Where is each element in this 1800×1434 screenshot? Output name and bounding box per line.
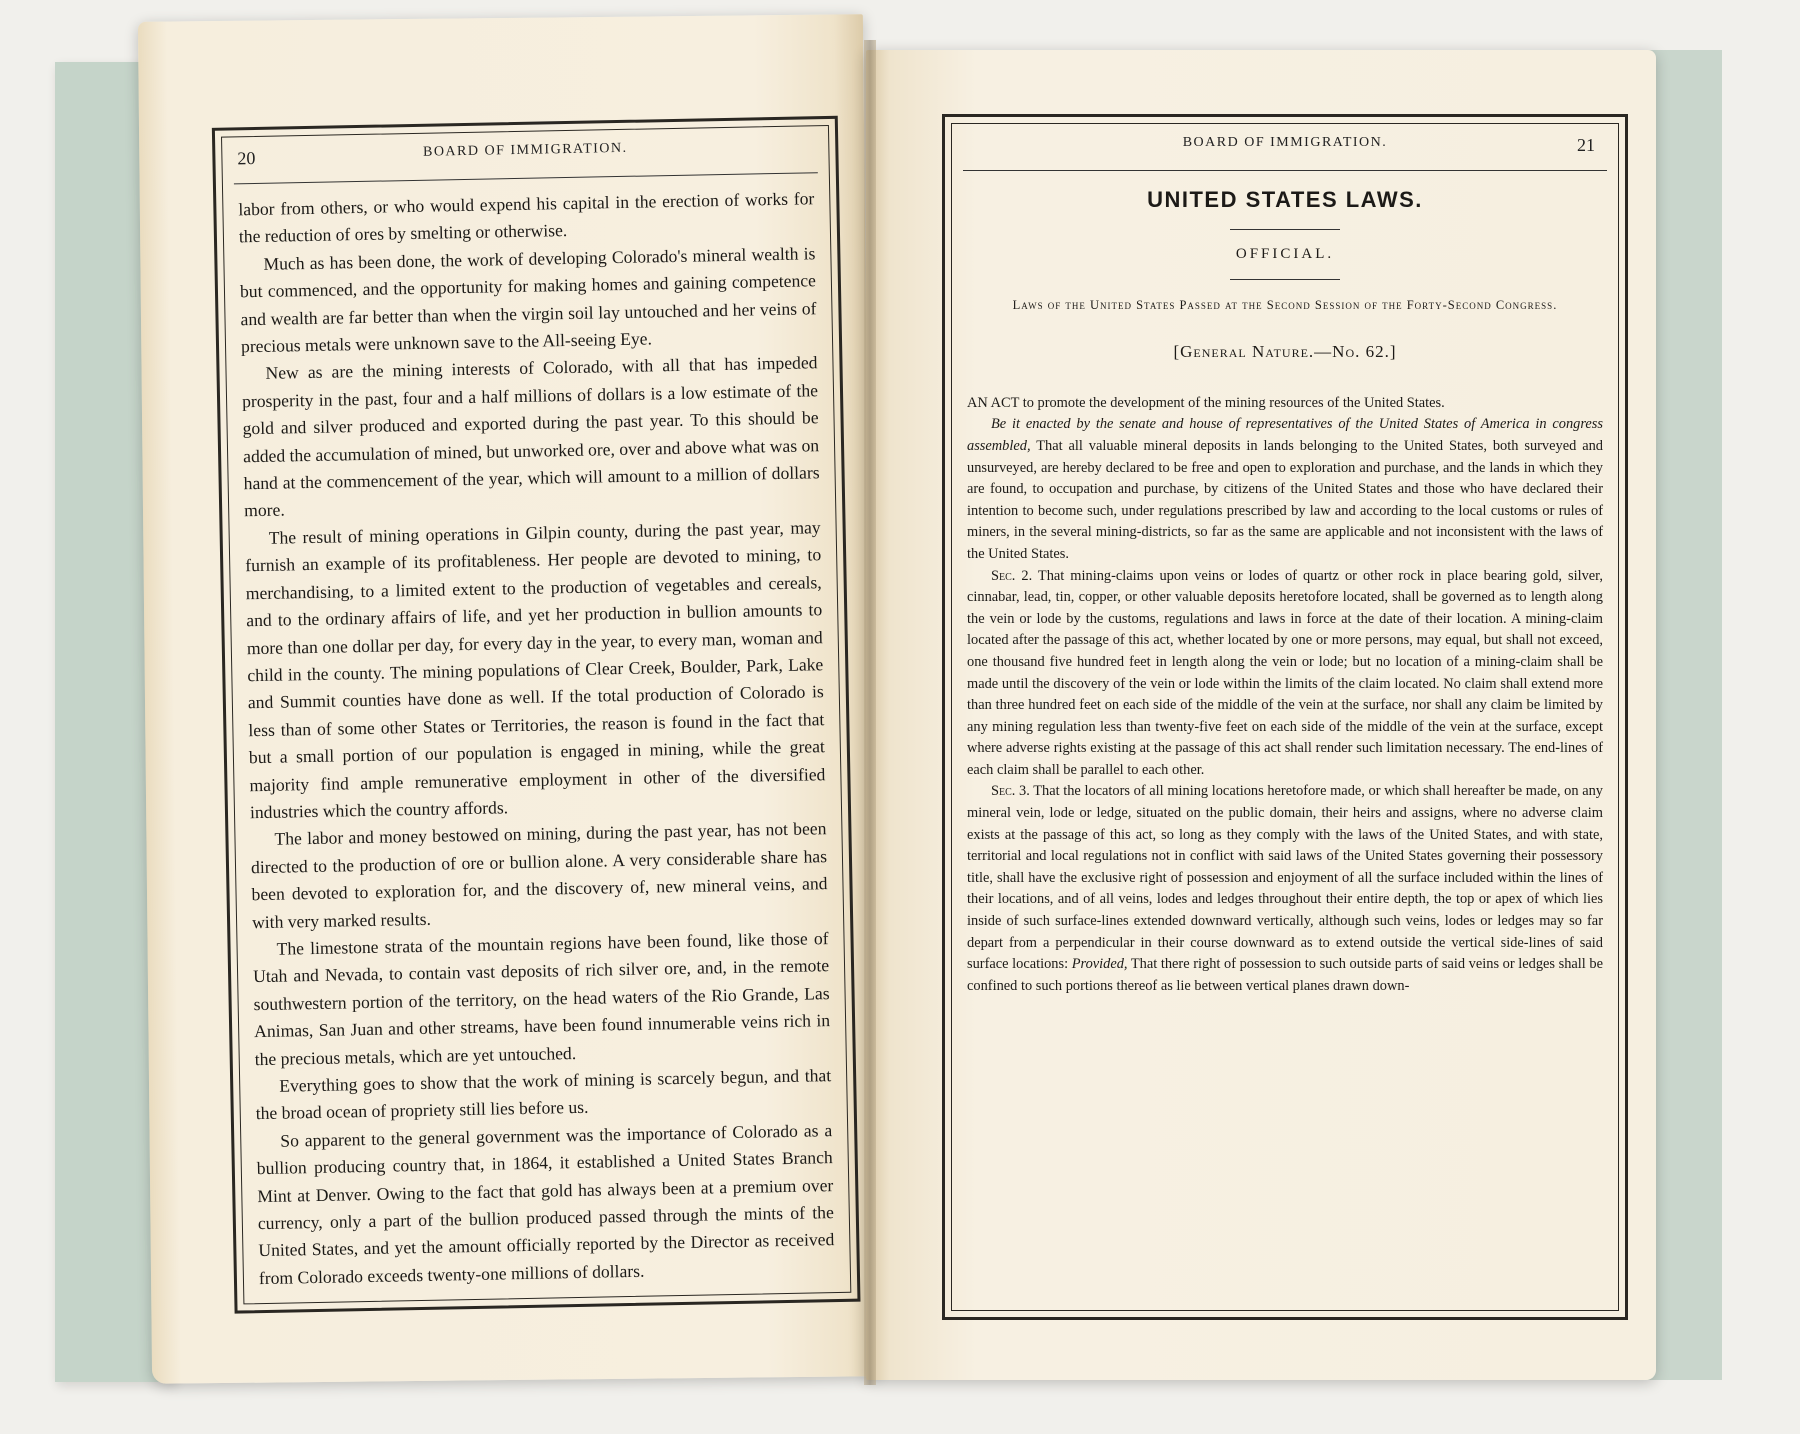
laws-heading: Laws of the United States Passed at the Second Session of the Forty-Second Congress. — [1012, 298, 1558, 313]
left-running-head: BOARD OF IMMIGRATION. — [422, 140, 628, 160]
paragraph: Everything goes to show that the work of mining is scarcely begun, and that the broad ocean of propriety still lies before us. — [255, 1065, 832, 1124]
right-page-border — [942, 114, 1628, 1320]
section-2 — [967, 566, 1603, 782]
divider — [1230, 229, 1340, 230]
paragraph: The result of mining operations in Gilpin county, during the past year, may furnish an example of its profitableness. Her people are devoted to mining, to merchandising, to a limited extent to the production of vegetables and cereals, and to the ordinary affairs of life, and yet her production in bullion amounts to more than one dollar per day, for every day in the year, to every man, woman and child in the county. The mining populations of Clear Creek, Boulder, Park, Lake and Summit counties have done as well. If the total production of Colorado is less than of some other States or Territories, the reason is found in the fact that but a small portion of our population is engaged in mining, while the great majority find ample remunerative employment in other of the diversified industries which the country affords. — [245, 517, 826, 823]
section-3 — [967, 781, 1603, 997]
book-gutter — [864, 40, 876, 1385]
section-text: That mining-claims upon veins or lodes of quartz or other rock in place bearing gold, silver, cinnabar, lead, tin, copper, or other valuable deposits heretofore located, shall be governed as to length along the vein or lode by the customs, regulations and laws in force at the date of their location. A mining-claim located after the passage of this act, whether located by one or more persons, may equal, but shall not exceed, one thousand five hundred feet in length along the vein or lode; but no location of a mining-claim shall be made until the discovery of the vein or lode within the limits of the claim located. No claim shall extend more than three hundred feet on each side of the middle of the vein at the surface, nor shall any claim be limited by any mining regulation less than twenty-five feet on each side of the middle of the vein at the surface, except where adverse rights existing at the passage of this act shall render such limitation necessary. The end-lines of each claim shall be parallel to each other. — [967, 567, 1603, 778]
right-page-number: 21 — [1577, 135, 1595, 155]
left-page-body — [238, 185, 835, 1292]
left-page — [138, 14, 877, 1384]
paragraph: labor from others, or who would expend his capital in the erection of works for the reduction of ores by smelting or otherwise. — [238, 188, 815, 247]
right-running-head: BOARD OF IMMIGRATION. — [1182, 135, 1388, 150]
enacting-clause — [967, 414, 1603, 565]
enacting-clause-italic: Be it enacted by the senate and house of representatives of the United States of America in congress assembled, — [967, 416, 1603, 454]
right-page-header — [945, 117, 1625, 171]
paragraph: The limestone strata of the mountain regions have been found, like those of Utah and Nevada, to contain vast deposits of rich silver ore, and, in the remote southwestern portion of the territory, on the head waters of the Rio Grande, Las Animas, San Juan and other streams, have been found innumerable veins rich in the precious metals, which are yet untouched. — [252, 928, 831, 1069]
section-subtitle: OFFICIAL. — [1235, 245, 1335, 262]
paragraph: So apparent to the general government was the importance of Colorado as a bullion producing country that, in 1864, it established a United States Branch Mint at Denver. Owing to the fact that gold has always been at a premium over currency, only a part of the bullion produced passed through the mints of the United States, and yet the amount officially reported by the Director as received from Colorado exceeds twenty-one millions of dollars. — [256, 1119, 835, 1288]
general-nature-heading: [General Nature.—No. 62.] — [1173, 342, 1397, 362]
divider — [1230, 279, 1340, 280]
enacting-clause-text: That all valuable mineral deposits in lands belonging to the United States, both surveyed and unsurveyed, are hereby declared to be free and open to exploration and purchase, and the lands in which they are found, to occupation and purchase, by citizens of the United States and those who have declared their intention to become such, under regulations prescribed by law and according to the local customs or rules of miners, in the several mining-districts, so far as the same are applicable and not inconsistent with the laws of the United States. — [967, 437, 1603, 562]
section-label: Sec. 2. — [991, 567, 1033, 584]
section-text: That the locators of all mining locations heretofore made, or which shall hereafter be made, on any mineral vein, lode or ledge, situated on the public domain, their heirs and assigns, where no adverse claim exists at the passage of this act, so long as they comply with the laws of the United States, and with state, territorial and local regulations not in conflict with said laws of the United States governing their possessory title, shall have the exclusive right of possession and enjoyment of all the surface included within the lines of their locations, and of all veins, lodes and ledges throughout their entire depth, the top or apex of which lies inside of such surface-lines extended downward vertically, although such veins, lodes or ledges may so far depart from a perpendicular in their course downward as to extend outside the vertical side-lines of said surface locations: — [967, 783, 1603, 973]
section-label: Sec. 3. — [991, 783, 1030, 800]
section-text-tail: That there right of possession to such outside parts of said veins or ledges shall be confined to such portions thereof as lie between vertical planes drawn down- — [967, 956, 1603, 994]
right-page-body — [967, 181, 1603, 997]
left-page-border — [212, 116, 861, 1314]
section-title: UNITED STATES LAWS. — [1147, 187, 1423, 212]
right-page — [866, 50, 1656, 1380]
paragraph: New as are the mining interests of Colorado, with all that has impeded prosperity in the past, four and a half millions of dollars is a low estimate of the gold and silver produced and exported during the past year. To this should be added the accumulation of mined, but unworked ore, over and above what was on hand at the commencement of the year, which will amount to a million of dollars more. — [241, 352, 820, 521]
left-page-number: 20 — [237, 147, 256, 169]
provided-word: Provided, — [1068, 956, 1128, 973]
act-title: AN ACT to promote the development of the mining resources of the United States. — [967, 394, 1445, 411]
paragraph: Much as has been done, the work of developing Colorado's mineral wealth is but commenced, and the opportunity for making homes and gaining competence and wealth are far better than when the virgin soil lay untouched and her veins of precious metals were unknown save to the All-seeing Eye. — [239, 243, 817, 357]
paragraph: The labor and money bestowed on mining, during the past year, has not been directed to the production of ore or bullion alone. A very considerable share has been devoted to exploration for, and the discovery of, new mineral veins, and with very marked results. — [250, 818, 828, 932]
